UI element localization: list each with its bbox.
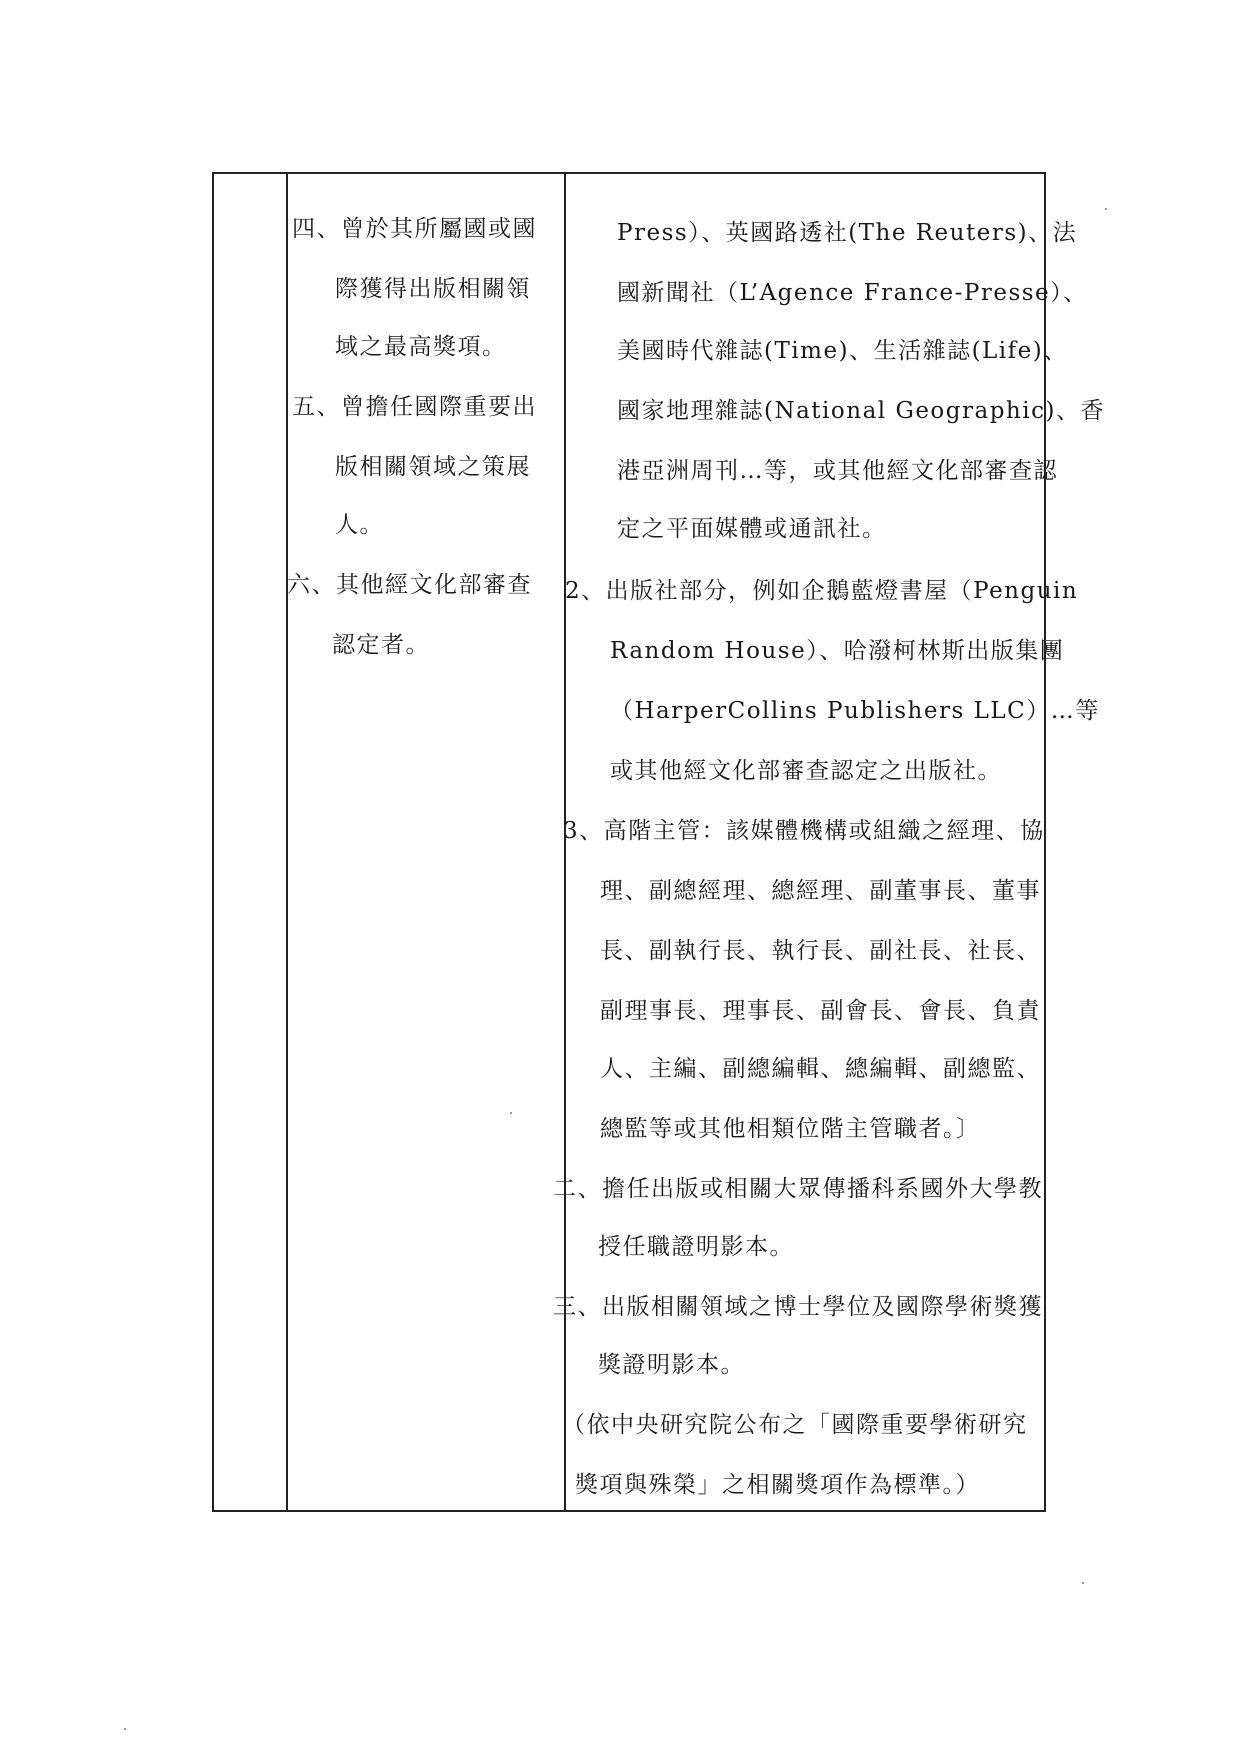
document-line: 人、主編、副總編輯、總編輯、副總監、 (600, 1056, 1041, 1082)
criteria-line: 五、曾擔任國際重要出 (292, 394, 537, 420)
scan-speck (1082, 1582, 1084, 1584)
document-line: 二、擔任出版或相關大眾傳播科系國外大學教 (553, 1176, 1043, 1202)
document-line: 三、出版相關領域之博士學位及國際學術獎獲 (553, 1294, 1043, 1320)
document-line: Random House）、哈潑柯林斯出版集團 (610, 638, 1065, 664)
document-line: 或其他經文化部審查認定之出版社。 (610, 758, 1002, 784)
criteria-line: 人。 (335, 512, 384, 538)
scan-speck (510, 1112, 512, 1114)
criteria-line: 認定者。 (332, 632, 430, 658)
document-line: （依中央研究院公布之「國際重要學術研究 (562, 1412, 1028, 1438)
criteria-line: 六、其他經文化部審查 (287, 572, 532, 598)
document-line: 國新聞社（L’Agence France-Presse）、 (617, 280, 1088, 306)
criteria-line: 際獲得出版相關領 (335, 276, 531, 302)
scan-speck (1105, 208, 1107, 210)
criteria-line: 四、曾於其所屬國或國 (292, 216, 537, 242)
document-line: （HarperCollins Publishers LLC）…等 (610, 698, 1100, 724)
document-line: 港亞洲周刊…等，或其他經文化部審查認 (617, 458, 1058, 484)
document-line: Press）、英國路透社(The Reuters)、法 (617, 220, 1078, 246)
document-line: 授任職證明影本。 (598, 1234, 794, 1260)
document-line: 美國時代雜誌(Time)、生活雜誌(Life)、 (617, 338, 1068, 364)
criteria-line: 域之最高獎項。 (335, 334, 507, 360)
document-line: 國家地理雜誌(National Geographic)、香 (617, 398, 1105, 424)
document-line: 副理事長、理事長、副會長、會長、負責 (600, 998, 1041, 1024)
document-line: 定之平面媒體或通訊社。 (617, 516, 887, 542)
document-line: 3、高階主管：該媒體機構或組織之經理、協 (563, 818, 1045, 844)
document-line: 理、副總經理、總經理、副董事長、董事 (600, 878, 1041, 904)
document-line: 2、出版社部分，例如企鵝藍燈書屋（Penguin (565, 578, 1079, 604)
document-line: 獎證明影本。 (598, 1352, 745, 1378)
document-line: 獎項與殊榮」之相關獎項作為標準。） (575, 1472, 980, 1498)
criteria-line: 版相關領域之策展 (335, 454, 531, 480)
document-line: 總監等或其他相類位階主管職者。〕 (600, 1116, 981, 1142)
column-divider (286, 174, 288, 1510)
scan-speck (124, 1728, 126, 1730)
document-line: 長、副執行長、執行長、副社長、社長、 (600, 938, 1041, 964)
